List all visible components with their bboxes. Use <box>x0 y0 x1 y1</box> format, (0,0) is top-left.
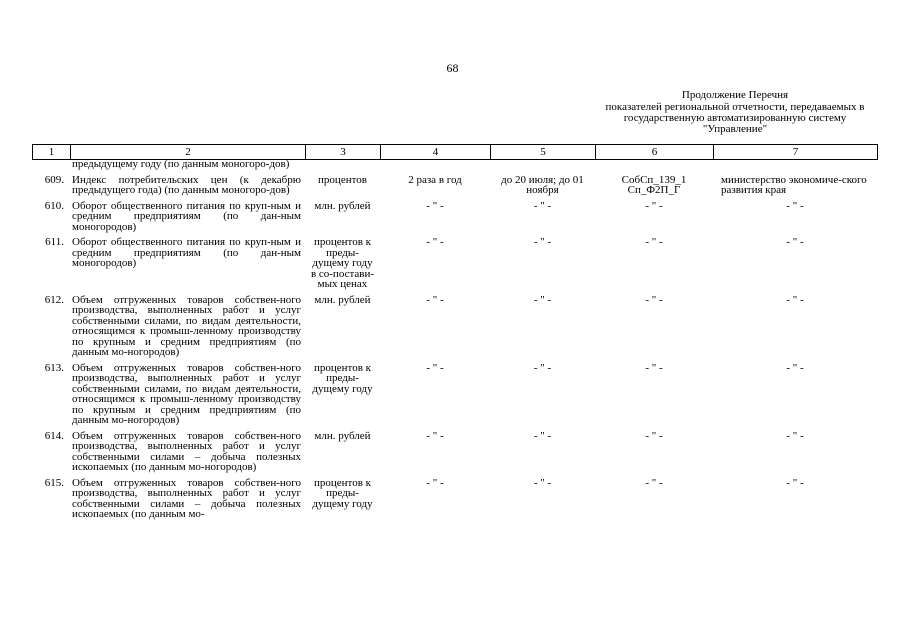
frequency: - " - <box>426 236 444 248</box>
table-row <box>32 426 877 473</box>
form-code: - " - <box>645 476 663 489</box>
row-number: 609. <box>44 173 64 186</box>
form-code: - " - <box>645 236 663 248</box>
indicator-name: Объем отгруженных товаров собствен-ного производства, выполненных работ и услуг собственными силами – добыча полезных ископаемых (по данным мо-ногородов) <box>72 429 301 473</box>
table-row <box>32 159 877 170</box>
form-code: - " - <box>645 361 663 374</box>
unit: млн. рублей <box>314 429 371 442</box>
responsible-org: - " - <box>786 199 804 212</box>
deadline: до 20 июля; до 01 ноября <box>501 173 584 196</box>
caption-title: Продолжение Перечня <box>681 89 789 101</box>
deadline: - " - <box>533 361 552 374</box>
frequency: - " - <box>426 199 444 212</box>
form-code: - " - <box>645 199 663 212</box>
col-header-6: 6 <box>596 145 714 160</box>
deadline: - " - <box>533 236 552 248</box>
responsible-org: - " - <box>786 293 804 306</box>
indicator-name: Объем отгруженных товаров собствен-ного производства, выполненных работ и услуг собственными силами, по видам деятельности, относящимся к промыш-ленному производству по крупным и средним предприятиям (по данным мо-ногородов) <box>72 293 301 358</box>
col-header-5: 5 <box>491 145 596 160</box>
frequency: - " - <box>426 293 444 306</box>
row-number: 612. <box>44 293 64 306</box>
row-number: 613. <box>44 361 64 374</box>
carryover-text: предыдущему году (по данным моногоро-дов) <box>72 158 290 170</box>
row-number: 611. <box>45 236 64 248</box>
col-header-2: 2 <box>71 145 306 160</box>
deadline: - " - <box>533 429 552 442</box>
indicator-name: Объем отгруженных товаров собствен-ного производства, выполненных работ и услуг собственными силами, по видам деятельности, относящимся к промыш-ленному производству по крупным и средним предприятиям (по данным мо-ногородов) <box>72 361 301 426</box>
page-number: 68 <box>446 61 459 75</box>
col-header-7: 7 <box>714 145 878 160</box>
unit: процентов <box>318 173 367 186</box>
row-number: 610. <box>44 199 64 212</box>
form-code: - " - <box>645 429 663 442</box>
row-number: 615. <box>44 476 64 489</box>
col-header-1: 1 <box>33 145 71 160</box>
responsible-org: - " - <box>786 361 804 374</box>
deadline: - " - <box>533 199 552 212</box>
table-row <box>32 290 877 358</box>
frequency: - " - <box>426 361 444 374</box>
row-number: 614. <box>44 429 64 442</box>
indicator-name: Оборот общественного питания по круп-ным и средним предприятиям (по дан-ным моногородов) <box>72 199 301 233</box>
indicator-name: Оборот общественного питания по круп-ным и средним предприятиям (по дан-ным моногородов) <box>72 236 301 269</box>
caption-subtitle: показателей региональной отчетности, передаваемых в государственную автоматизированную систему "Управление" <box>605 101 865 135</box>
form-code: СобСп_139_1 Сп_Ф2П_Г <box>621 173 687 196</box>
table-row <box>32 473 877 520</box>
form-code: - " - <box>645 293 663 306</box>
responsible-org: - " - <box>786 429 804 442</box>
col-header-3: 3 <box>306 145 381 160</box>
unit: процентов к преды-дущему году в со-постави-мых ценах <box>310 236 375 290</box>
table-row <box>32 170 877 196</box>
responsible-org: - " - <box>786 476 804 489</box>
unit: процентов к преды-дущему году <box>312 476 373 510</box>
indicator-name: Индекс потребительских цен (к декабрю предыдущего года) (по данным моногоро-дов) <box>72 173 301 196</box>
table-row <box>32 232 877 290</box>
indicator-name: Объем отгруженных товаров собствен-ного производства, выполненных работ и услуг собственными силами – добыча полезных ископаемых (по данным мо- <box>72 476 301 520</box>
unit: млн. рублей <box>314 199 371 212</box>
unit: процентов к преды-дущему году <box>312 361 373 395</box>
frequency: - " - <box>426 429 444 442</box>
deadline: - " - <box>533 476 552 489</box>
unit: млн. рублей <box>314 293 371 306</box>
table-row <box>32 196 877 233</box>
responsible-org: - " - <box>786 236 804 248</box>
frequency: - " - <box>426 476 444 489</box>
deadline: - " - <box>533 293 552 306</box>
indicators-table <box>32 159 877 520</box>
col-header-4: 4 <box>381 145 491 160</box>
table-row <box>32 358 877 426</box>
frequency: 2 раза в год <box>408 173 462 186</box>
responsible-org: министерство экономиче-ского развития края <box>721 173 867 196</box>
